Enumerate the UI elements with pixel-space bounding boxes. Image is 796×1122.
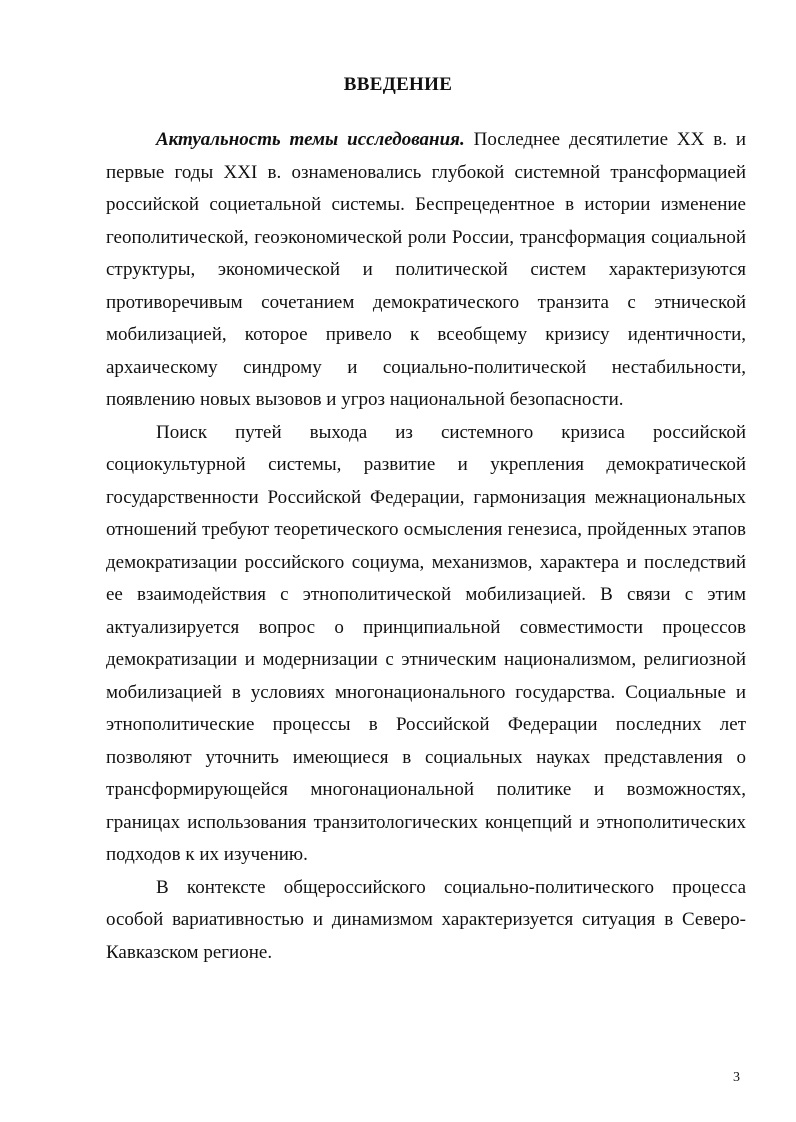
paragraph-relevance <box>106 124 746 417</box>
paragraph-caucasus <box>106 872 746 970</box>
body-text <box>106 124 746 969</box>
paragraph-lead: Актуальность темы исследования. <box>156 129 465 150</box>
paragraph-text: Последнее десятилетие XX в. и первые годы XXI в. ознаменовались глубокой системной трансформацией российской социетальной системы. Беспрецедентное в истории изменение геополитической, геоэкономической роли России, трансформация социальной структуры, экономической и политической систем характеризуются противоречивым сочетанием демократического транзита с этнической мобилизацией, которое привело к всеобщему кризису идентичности, архаическому синдрому и социально-политической нестабильности, появлению новых вызовов и угроз национальной безопасности. <box>106 129 746 410</box>
paragraph-text: Поиск путей выхода из системного кризиса российской социокультурной системы, развитие и укрепления демократической государственности Российской Федерации, гармонизация межнациональных отношений требуют теоретического осмысления генезиса, пройденных этапов демократизации российского социума, механизмов, характера и последствий ее взаимодействия с этнополитической мобилизацией. В связи с этим актуализируется вопрос о принципиальной совместимости процессов демократизации и модернизации с этническим национализмом, религиозной мобилизацией в условиях многонационального государства. Социальные и этнополитические процессы в Российской Федерации последних лет позволяют уточнить имеющиеся в социальных науках представления о трансформирующейся многонациональной политике и возможностях, границах использования транзитологических концепций и этнополитических подходов к их изучению. <box>106 421 746 865</box>
paragraph-crisis <box>106 417 746 872</box>
page-number: 3 <box>733 1070 740 1085</box>
paragraph-text: В контексте общероссийского социально-политического процесса особой вариативностью и динамизмом характеризуется ситуация в Северо-Кавказском регионе. <box>106 876 746 963</box>
page-title: ВВЕДЕНИЕ <box>343 74 453 95</box>
